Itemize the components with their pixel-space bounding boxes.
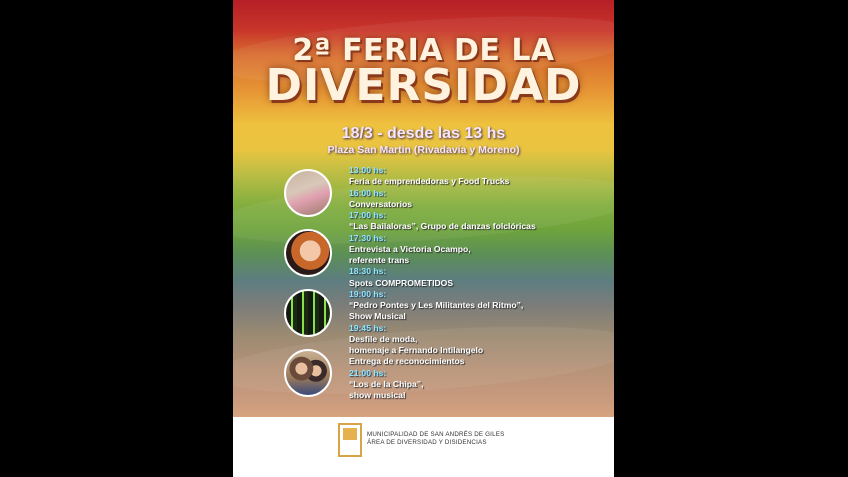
schedule-desc: Entrega de reconocimientos <box>349 356 465 367</box>
logo-emblem <box>343 428 357 440</box>
event-poster <box>233 0 614 477</box>
schedule-time: 17:00 hs: <box>349 210 387 220</box>
poster-footer <box>233 417 614 477</box>
schedule-desc: show musical <box>349 390 406 400</box>
schedule-desc: Spots COMPROMETIDOS <box>349 277 454 288</box>
schedule-time: 16:00 hs: <box>349 187 387 198</box>
schedule-desc: referente trans <box>349 255 410 265</box>
schedule-list <box>349 165 611 401</box>
schedule-time: 21:00 hs: <box>349 367 387 378</box>
municipal-logo-icon <box>338 423 362 457</box>
event-place: Plaza San Martin (Rivadavia y Moreno) <box>327 144 520 156</box>
photo-feria-icon <box>284 169 332 217</box>
schedule-time: 13:00 hs: <box>349 165 387 175</box>
schedule-desc: “Los de la Chipa”, <box>349 378 424 389</box>
area-name: ÁREA DE DIVERSIDAD Y DISIDENCIAS <box>367 439 487 446</box>
photo-los-de-la-chipa-icon <box>284 349 332 397</box>
schedule-desc: “Pedro Pontes y Les Militantes del Ritmo”, <box>349 300 524 310</box>
event-date: 18/3 - desde las 13 hs <box>341 125 506 142</box>
photo-victoria-ocampo-icon <box>284 229 332 277</box>
schedule-desc: homenaje a Fernando Intilangelo <box>349 345 484 355</box>
schedule-time: 18:30 hs: <box>349 266 387 277</box>
poster-title-line2: DIVERSIDAD <box>265 60 582 111</box>
municipality-text <box>367 431 504 447</box>
schedule-desc: Feria de emprendedoras y Food Trucks <box>349 176 510 187</box>
schedule-time: 19:45 hs: <box>349 322 387 333</box>
municipality-name: MUNICIPALIDAD DE SAN ANDRÉS DE GILES <box>367 431 505 438</box>
poster-title-line1: 2ª FERIA DE LA <box>292 33 555 68</box>
photo-show-musical-icon <box>284 289 332 337</box>
schedule-desc: Entrevista a Victoria Ocampo, <box>349 243 471 254</box>
schedule-time: 17:30 hs: <box>349 232 387 243</box>
schedule-desc: Conversatorios <box>349 198 413 209</box>
schedule-desc: Desfile de moda, <box>349 333 418 344</box>
schedule-time: 19:00 hs: <box>349 288 387 299</box>
schedule-desc: Show Musical <box>349 311 406 322</box>
schedule-desc: “Las Bailaloras”, Grupo de danzas folclóricas <box>349 221 536 232</box>
